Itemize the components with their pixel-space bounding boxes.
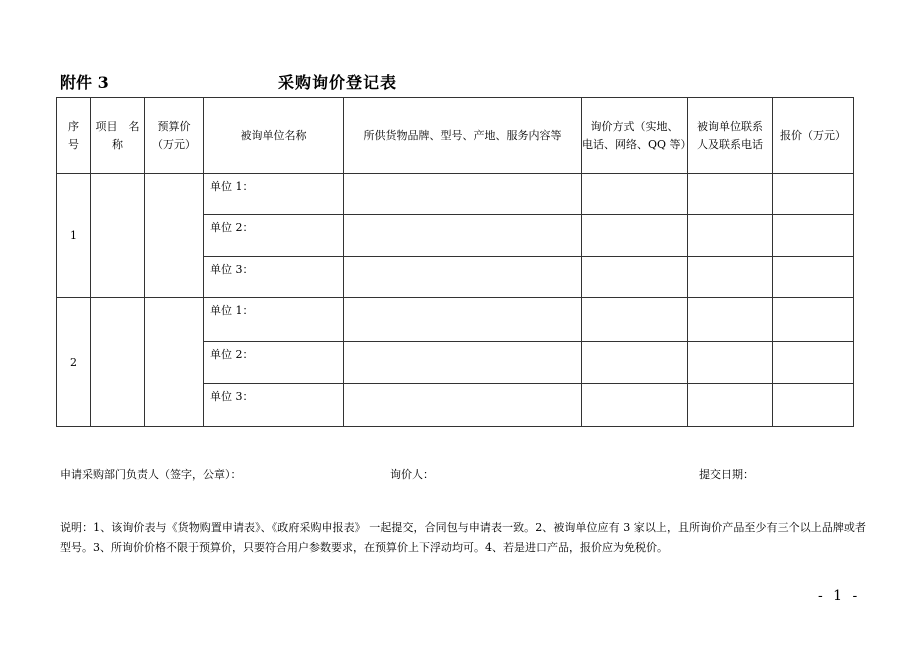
- col-header-project-name: 项目 名 称: [91, 98, 145, 174]
- quote-cell[interactable]: [773, 342, 854, 384]
- inquiry-method-cell[interactable]: [582, 342, 688, 384]
- quote-cell[interactable]: [773, 257, 854, 298]
- contact-cell[interactable]: [688, 384, 773, 427]
- goods-details-cell[interactable]: [344, 384, 582, 427]
- contact-cell[interactable]: [688, 174, 773, 215]
- table-header-row: [57, 98, 854, 174]
- supplier-name-cell[interactable]: 单位 1：: [204, 174, 344, 215]
- form-title: 采购询价登记表: [278, 73, 398, 92]
- document-header: [60, 70, 860, 94]
- supplier-name-cell[interactable]: 单位 1：: [204, 298, 344, 342]
- signature-line: [60, 466, 860, 482]
- inquiry-method-cell[interactable]: [582, 384, 688, 427]
- col-header-seq: 序 号: [57, 98, 91, 174]
- quote-cell[interactable]: [773, 298, 854, 342]
- col-header-budget: 预算价 （万元）: [145, 98, 204, 174]
- attachment-label: 附件 3: [60, 73, 109, 92]
- supplier-name-cell[interactable]: 单位 2：: [204, 342, 344, 384]
- contact-cell[interactable]: [688, 342, 773, 384]
- contact-cell[interactable]: [688, 215, 773, 257]
- quote-cell[interactable]: [773, 215, 854, 257]
- col-header-inquiry-method: 询价方式（实地、 电话、网络、QQ 等）: [582, 98, 688, 174]
- budget-cell[interactable]: [145, 298, 204, 427]
- col-header-supplier-name: 被询单位名称: [204, 98, 344, 174]
- instructions-note: 说明：1、该询价表与《货物购置申请表》、《政府采购申报表》 一起提交，合同包与申请表一致。2、被询单位应有 3 家以上，且所询价产品至少有三个以上品牌或者型号。3、所询价价格不限于预算价，只要符合用户参数要求，在预算价上下浮动均可。4、若是进口产品，报价应为免税价。: [60, 521, 866, 554]
- project-name-cell[interactable]: [91, 174, 145, 298]
- col-header-goods-details: 所供货物品牌、型号、产地、服务内容等: [344, 98, 582, 174]
- goods-details-cell[interactable]: [344, 174, 582, 215]
- inquiry-method-cell[interactable]: [582, 257, 688, 298]
- quote-cell[interactable]: [773, 384, 854, 427]
- supplier-name-cell[interactable]: 单位 3：: [204, 257, 344, 298]
- inquiry-method-cell[interactable]: [582, 215, 688, 257]
- supplier-name-cell[interactable]: 单位 3：: [204, 384, 344, 427]
- dept-head-signature-label: 申请采购部门负责人（签字，公章）：: [60, 468, 242, 481]
- seq-cell: 2: [57, 298, 91, 427]
- table-row: [57, 174, 854, 215]
- contact-cell[interactable]: [688, 298, 773, 342]
- budget-cell[interactable]: [145, 174, 204, 298]
- inquiry-register-table: [56, 97, 854, 427]
- inquiry-method-cell[interactable]: [582, 174, 688, 215]
- table-row: [57, 298, 854, 342]
- col-header-quote: 报价（万元）: [773, 98, 854, 174]
- contact-cell[interactable]: [688, 257, 773, 298]
- goods-details-cell[interactable]: [344, 342, 582, 384]
- inquiry-method-cell[interactable]: [582, 298, 688, 342]
- submission-date-label: 提交日期：: [699, 468, 754, 481]
- goods-details-cell[interactable]: [344, 257, 582, 298]
- inquirer-label: 询价人：: [390, 468, 434, 481]
- page-number: - 1 -: [818, 588, 861, 604]
- seq-cell: 1: [57, 174, 91, 298]
- col-header-contact: 被询单位联系 人及联系电话: [688, 98, 773, 174]
- goods-details-cell[interactable]: [344, 215, 582, 257]
- goods-details-cell[interactable]: [344, 298, 582, 342]
- supplier-name-cell[interactable]: 单位 2：: [204, 215, 344, 257]
- project-name-cell[interactable]: [91, 298, 145, 427]
- quote-cell[interactable]: [773, 174, 854, 215]
